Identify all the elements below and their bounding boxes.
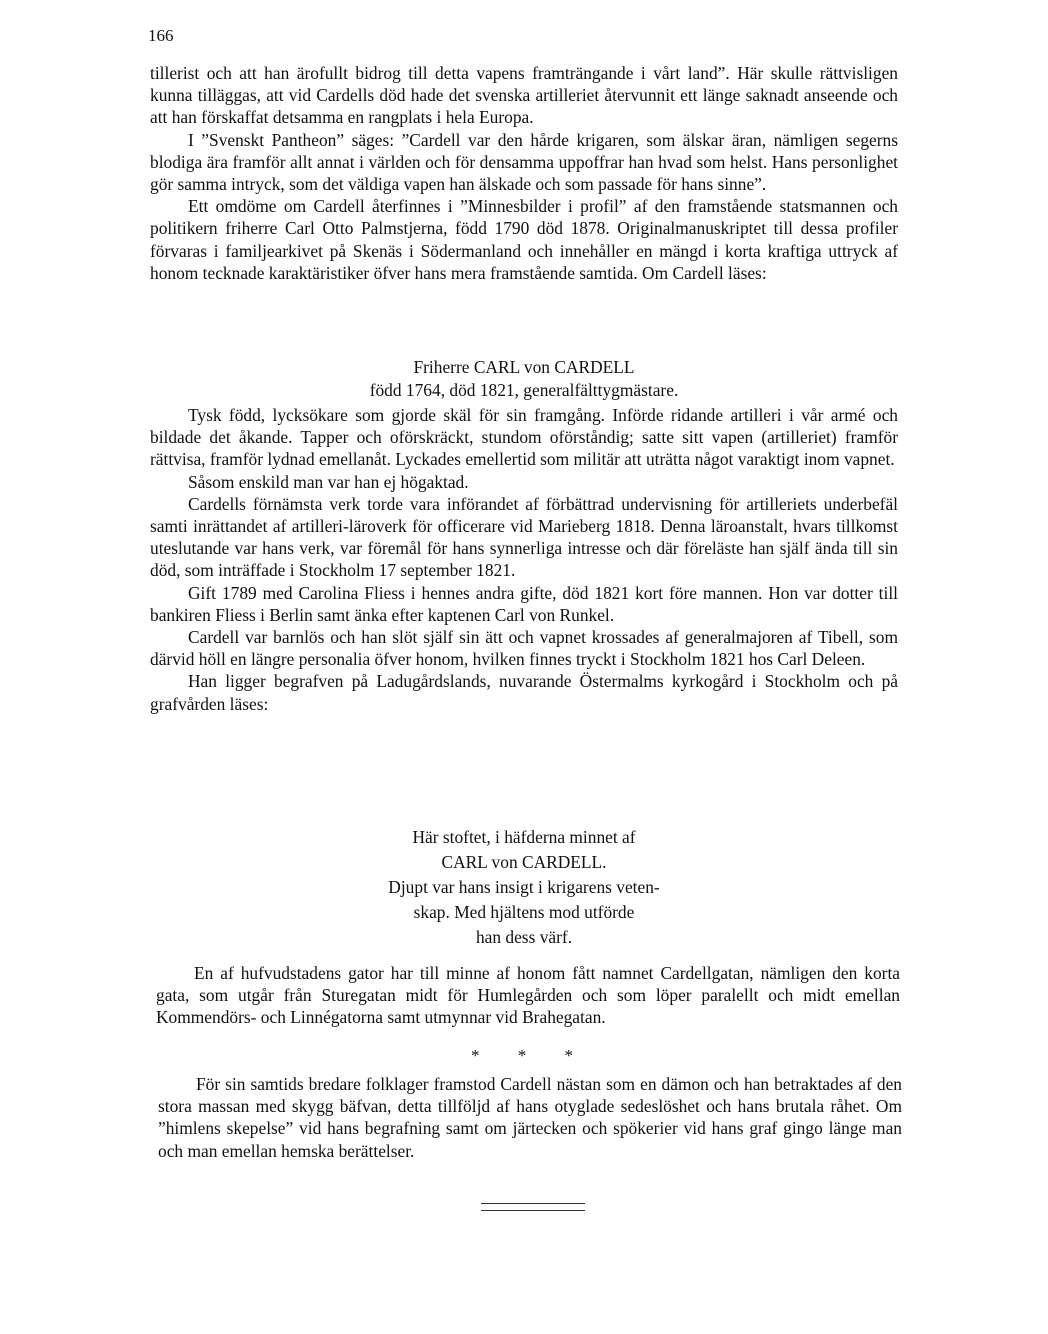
body-text-mid: [150, 404, 898, 715]
section-break-asterisks: * * *: [471, 1046, 577, 1065]
body-text-top: [150, 62, 898, 284]
paragraph-continuation: tillerist och att han ärofullt bidrog till detta vapens framträngande i vårt land”. Här skulle rättvisligen kunna tilläggas, att vid Cardells död hade det svenska artilleriet återvunnit ett länge saknadt anseende och att han förskaffat detsamma en rangplats i hela Europa.: [150, 63, 898, 128]
paragraph-begrafven: Han ligger begrafven på Ladugårdslands, nuvarande Östermalms kyrkogård i Stockholm och på grafvården läses:: [150, 671, 898, 714]
profile-heading-dates: född 1764, död 1821, generalfälttygmästare.: [369, 380, 679, 400]
paragraph-gift: Gift 1789 med Carolina Fliess i hennes andra gifte, död 1821 kort före mannen. Hon var dotter till bankiren Fliess i Berlin samt änka efter kaptenen Carl von Runkel.: [150, 582, 898, 625]
profile-heading: [150, 356, 898, 402]
paragraph-enskild-man: Såsom enskild man var han ej högaktad.: [188, 471, 469, 492]
epitaph-line: Djupt var hans insigt i krigarens veten-: [388, 877, 660, 897]
end-ornament-rule: [481, 1203, 585, 1211]
epitaph-line: CARL von CARDELL.: [441, 852, 607, 872]
paragraph-cardellgatan: En af hufvudstadens gator har till minne af honom fått namnet Cardellgatan, nämligen den korta gata, som utgår från Sturegatan midt för Humlegården och som löper paralellt och midt emellan Kommendörs- och Linnégatorna samt utmynnar vid Brahegatan.: [156, 963, 900, 1028]
paragraph-barnlos: Cardell var barnlös och han slöt själf sin ätt och vapnet krossades af generalmajoren af Tibell, som därvid höll en längre personalia öfver honom, hvilken finnes tryckt i Stockholm 1821 hos Carl Deleen.: [150, 627, 898, 670]
paragraph-forn-amsta-verk: Cardells förnämsta verk torde vara införandet af förbättrad undervisning för artilleriets underbefäl samti inrättandet af artilleri-läroverk för officerare vid Marieberg 1818. Denna läroanstalt, hvars tillkomst uteslutande var hans verk, var föremål för hans synnerliga intresse och där föreläste han själf ända till sin död, som inträffade i Stockholm 17 september 1821.: [150, 493, 898, 581]
paragraph-svenskt-pantheon: I ”Svenskt Pantheon” säges: ”Cardell var den hårde krigaren, som älskar äran, nämligen segerns blodiga ära framför allt annat i världen och för densamma uppoffrar han hvad som helst. Hans personlighet gör samma intryck, som det väldiga vapen han älskade och som passade för hans sinne”.: [150, 129, 898, 195]
profile-heading-name: Friherre CARL von CARDELL: [413, 357, 635, 377]
paragraph-minnesbilder: Ett omdöme om Cardell återfinnes i ”Minnesbilder i profil” af den framstående statsmannen och politikern friherre Carl Otto Palmstjerna, född 1790 död 1878. Originalmanuskriptet till dessa profiler förvaras i familjearkivet på Skenäs i Södermanland och innehåller en mängd i korta kraftiga uttryck af honom tecknade karaktäristiker öfver hans mera framstående samtida. Om Cardell läses:: [150, 196, 898, 283]
epitaph-line: skap. Med hjältens mod utförde: [413, 902, 635, 922]
paragraph-profile-quote: Tysk född, lycksökare som gjorde skäl för sin framgång. Införde ridande artilleri i vår armé och bildade det åkande. Tapper och oförskräckt, stundom oförståndig; satte sitt vapen (artilleriet) framför rättvisa, framför lydnad emellanåt. Lyckades emellertid som militär att uträtta något varaktigt inom vapnet.: [150, 405, 898, 470]
epitaph-line: Här stoftet, i häfderna minnet af: [412, 827, 636, 847]
paragraph-folklager: För sin samtids bredare folklager framstod Cardell nästan som en dämon och han betraktades af den stora massan med skygg bäfvan, detta tillföljd af hans otyglade sedeslöshet och hans brutala råhet. Om ”himlens skepelse” vid hans begrafning samt om järtecken och spökerier vid hans graf gingo länge man och man emellan hemska berättelser.: [158, 1074, 902, 1161]
body-text-street: [156, 962, 900, 1029]
page-number: 166: [148, 26, 174, 45]
epitaph: [150, 825, 898, 950]
body-text-last: [158, 1073, 902, 1162]
epitaph-line: han dess värf.: [475, 927, 573, 947]
